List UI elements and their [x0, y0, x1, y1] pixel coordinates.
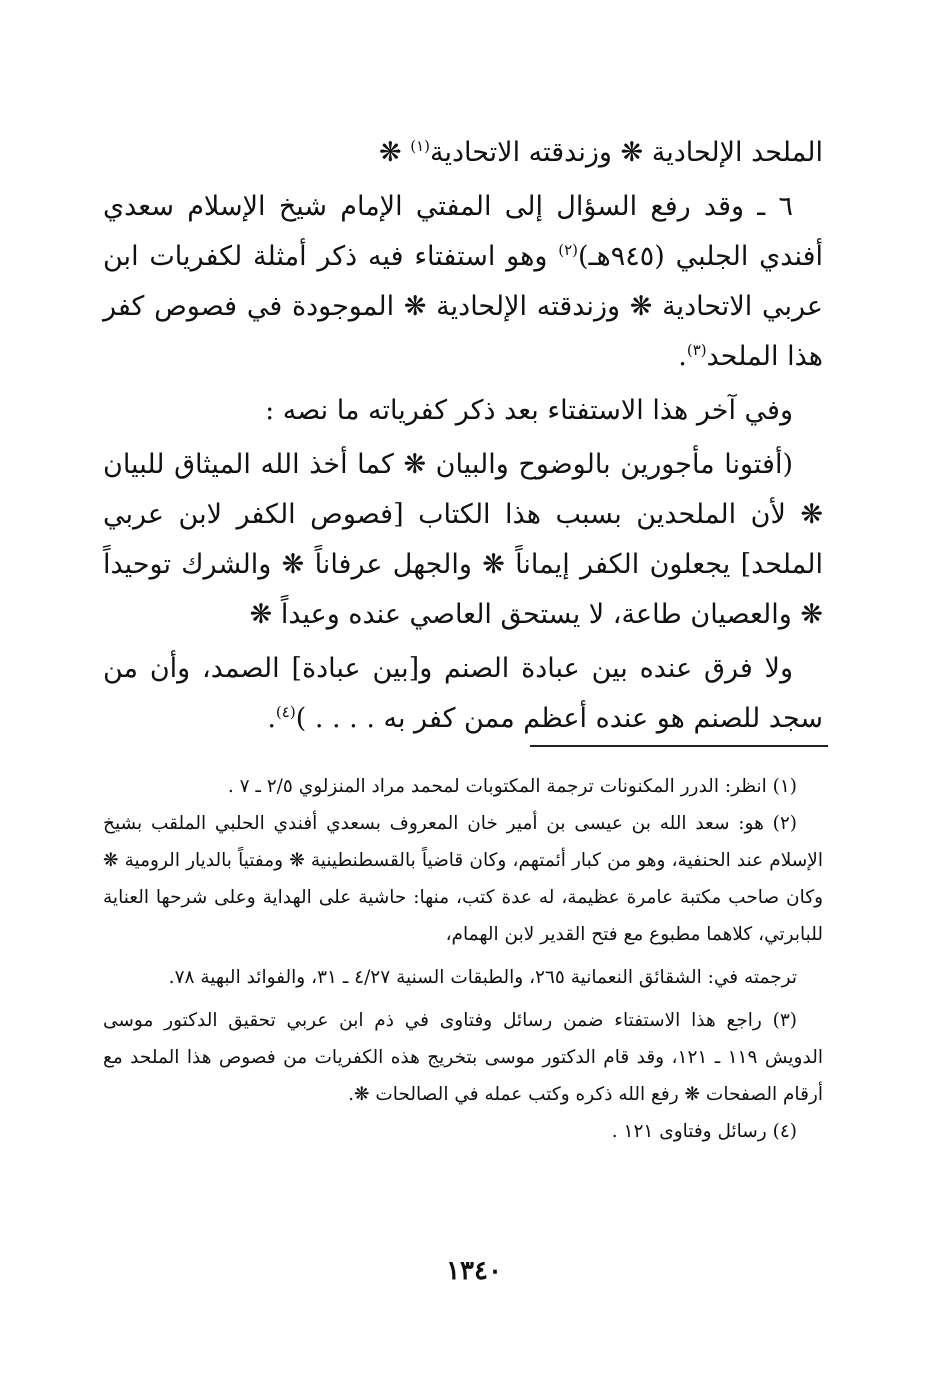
paragraph-intro-quote: وفي آخر هذا الاستفتاء بعد ذكر كفرياته ما نصه :: [265, 395, 793, 426]
footnote-ref-3: (٣): [686, 341, 707, 359]
page-number: ١٣٤٠: [446, 1256, 502, 1286]
paragraph-question-a: ٦ ـ وقد رفع السؤال إلى المفتي الإمام شيخ الإسلام سعدي أفندي الجلبي (٩٤٥هـ): [103, 191, 824, 272]
footnote-1: (١) انظر: الدرر المكنونات ترجمة المكتوبات لمحمد مراد المنزلوي ٢/٥ ـ ٧ .: [227, 776, 797, 797]
heading-line: [103, 128, 823, 178]
footnote-ref-1: (١): [410, 137, 430, 155]
footnote-ref-2: (٢): [558, 241, 579, 259]
main-text: [103, 128, 823, 744]
footnote-2: (٢) هو: سعد الله بن عيسى بن أمير خان المعروف بسعدي أفندي الحلبي الملقب بشيخ الإسلام عند الحنفية، وهو من كبار أئمتهم، وكان قاضياً بالقسطنطينية ❋ ومفتياً بالديار الرومية ❋ وكان صاحب مكتبة عامرة عظيمة، له عدة كتب، منها: حاشية على الهداية وعلى شرحها العناية للبابرتي، كلاهما مطبوع مع فتح القدير لابن الهمام،: [103, 813, 823, 945]
paragraph-question: [103, 182, 823, 382]
paragraph-quote-end-text: ولا فرق عنده بين عبادة الصنم و[بين عبادة] الصمد، وأن من سجد للصنم هو عنده أعظم ممن كفر به . . . . ): [103, 653, 823, 734]
heading-text: الملحد الإلحادية ❋ وزندقته الاتحادية: [429, 137, 823, 168]
paragraph-question-b: وهو استفتاء فيه ذكر أمثلة لكفريات ابن عربي الاتحادية ❋ وزندقته الإلحادية ❋ الموجودة في فصوص كفر هذا الملحد: [103, 241, 823, 372]
footnotes: [103, 768, 823, 1150]
footnote-4: (٤) رسائل وفتاوى ١٢١ .: [611, 1121, 797, 1142]
paragraph-quote: (أفتونا مأجورين بالوضوح والبيان ❋ كما أخذ الله الميثاق للبيان ❋ لأن الملحدين بسبب هذا الكتاب [فصوص الكفر لابن عربي الملحد] يجعلون الكفر إيماناً ❋ والجهل عرفاناً ❋ والشرك توحيداً ❋ والعصيان طاعة، لا يستحق العاصي عنده وعيداً ❋: [103, 449, 823, 630]
footnote-2-sources: ترجمته في: الشقائق النعمانية ٢٦٥، والطبقات السنية ٤/٢٧ ـ ٣١، والفوائد البهية ٧٨.: [168, 967, 797, 988]
paragraph-question-end: .: [678, 341, 687, 372]
footnote-3: (٣) راجع هذا الاستفتاء ضمن رسائل وفتاوى في ذم ابن عربي تحقيق الدكتور موسى الدويش ١١٩ ـ ١٢١، وقد قام الدكتور موسى بتخريج هذه الكفريات من فصوص هذا الملحد مع أرقام الصفحات ❋ رفع الله ذكره وكتب عمله في الصالحات ❋.: [103, 1010, 823, 1105]
footnote-ref-4: (٤): [275, 703, 296, 721]
paragraph-quote-end-dot: .: [267, 703, 276, 734]
heading-end: ❋: [378, 137, 411, 168]
footnote-separator: [530, 745, 828, 747]
paragraph-quote-end: [103, 644, 823, 744]
